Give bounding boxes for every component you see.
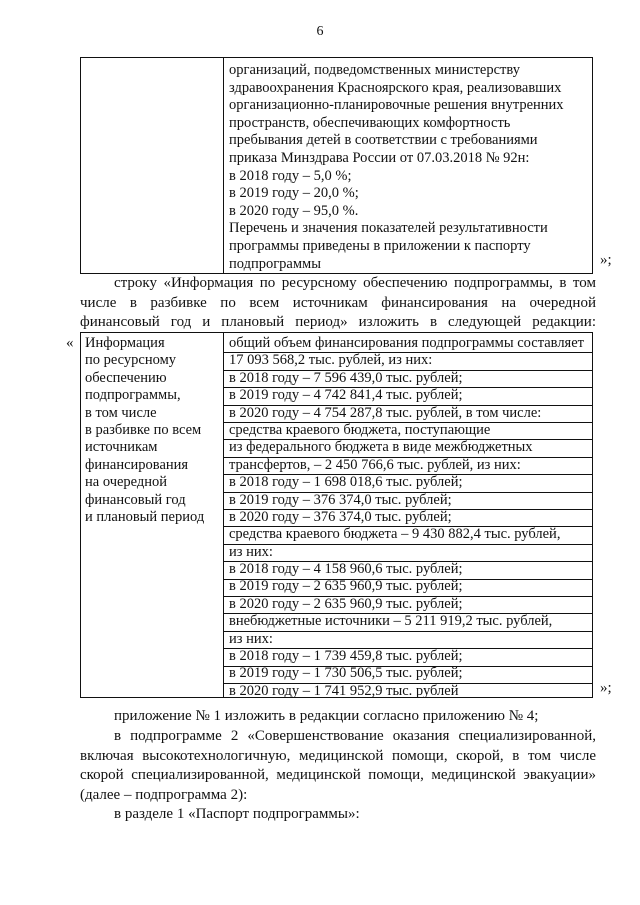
cell-line: приказа Минздрава России от 07.03.2018 № 92н: bbox=[229, 149, 530, 166]
table-row-divider bbox=[223, 631, 592, 632]
table-row-divider bbox=[223, 422, 592, 423]
cell-line: средства краевого бюджета, поступающие bbox=[229, 421, 491, 438]
table-row-divider bbox=[223, 370, 592, 371]
table-continuation bbox=[80, 57, 593, 274]
table-row-divider bbox=[223, 683, 592, 684]
cell-line: в 2020 году – 1 741 952,9 тыс. рублей bbox=[229, 682, 459, 699]
cell-line: в 2018 году – 1 739 459,8 тыс. рублей; bbox=[229, 648, 463, 665]
table-row-divider bbox=[223, 457, 592, 458]
cell-line: по ресурсному bbox=[85, 352, 177, 369]
cell-line: организаций, подведомственных министерству bbox=[229, 62, 520, 78]
cell-line: в 2019 году – 1 730 506,5 тыс. рублей; bbox=[229, 665, 463, 682]
table-column-divider bbox=[223, 58, 224, 273]
cell-line: подпрограммы bbox=[229, 255, 321, 272]
cell-line: в 2020 году – 4 754 287,8 тыс. рублей, в том числе: bbox=[229, 404, 542, 421]
cell-line: в разбивке по всем bbox=[85, 421, 202, 438]
cell-line: средства краевого бюджета – 9 430 882,4 тыс. рублей, bbox=[229, 526, 561, 543]
cell-line: из них: bbox=[229, 543, 273, 560]
paragraph-subprogram-2 bbox=[80, 727, 596, 805]
cell-line: Информация bbox=[85, 335, 165, 351]
cell-line: в 2018 году – 5,0 %; bbox=[229, 167, 352, 184]
cell-line: здравоохранения Красноярского края, реализовавших bbox=[229, 79, 562, 96]
cell-line: пребывания детей в соответствии с требованиями bbox=[229, 132, 538, 149]
paragraph-section-1: в разделе 1 «Паспорт подпрограммы»: bbox=[114, 806, 360, 822]
table-row-divider bbox=[223, 561, 592, 562]
cell-line: и плановый период bbox=[85, 508, 205, 525]
cell-line: в 2020 году – 2 635 960,9 тыс. рублей; bbox=[229, 595, 463, 612]
cell-line: в 2019 году – 20,0 %; bbox=[229, 185, 359, 202]
cell-line: организационно-планировочные решения внутренних bbox=[229, 97, 564, 114]
cell-line: на очередной bbox=[85, 474, 168, 491]
opening-quote: « bbox=[66, 335, 74, 351]
table-row-divider bbox=[223, 648, 592, 649]
table-row-divider bbox=[223, 492, 592, 493]
cell-line: финансовый год bbox=[85, 491, 186, 508]
cell-line: из федерального бюджета в виде межбюджетных bbox=[229, 439, 533, 456]
table-right-cell bbox=[229, 335, 584, 700]
cell-line: общий объем финансирования подпрограммы составляет bbox=[229, 335, 584, 351]
cell-line: обеспечению bbox=[85, 369, 167, 386]
table-row-divider bbox=[223, 474, 592, 475]
table-row-divider bbox=[223, 387, 592, 388]
table-left-cell bbox=[85, 335, 204, 526]
page-number: 6 bbox=[316, 24, 324, 39]
cell-line: в 2018 году – 1 698 018,6 тыс. рублей; bbox=[229, 474, 463, 491]
cell-line: пространств, обеспечивающих комфортность bbox=[229, 114, 511, 131]
cell-line: в 2020 году – 95,0 %. bbox=[229, 202, 359, 219]
closing-quote: »; bbox=[600, 252, 612, 268]
paragraph-resource-info bbox=[80, 274, 596, 333]
cell-line: в том числе bbox=[85, 404, 157, 421]
cell-line: в 2018 году – 4 158 960,6 тыс. рублей; bbox=[229, 561, 463, 578]
cell-line: внебюджетные источники – 5 211 919,2 тыс. рублей, bbox=[229, 613, 553, 630]
table-row-divider bbox=[223, 544, 592, 545]
cell-line: в 2019 году – 2 635 960,9 тыс. рублей; bbox=[229, 578, 463, 595]
table-resource-info bbox=[80, 332, 593, 698]
paragraph-text: в подпрограмме 2 «Совершенствование оказания специализированной, включая высокотехнологичную, медицинской помощи, скорой, в том числе скорой специализированной, медицинской помощи, медицинской эвакуации» (далее – подпрограмма 2): bbox=[80, 728, 596, 803]
table-row-divider bbox=[223, 526, 592, 527]
table-row-divider bbox=[223, 666, 592, 667]
table-row-divider bbox=[223, 509, 592, 510]
cell-line: Перечень и значения показателей результативности bbox=[229, 220, 548, 237]
cell-line: источникам bbox=[85, 439, 158, 456]
table-row-divider bbox=[223, 579, 592, 580]
table-row-divider bbox=[223, 596, 592, 597]
cell-line: из них: bbox=[229, 630, 273, 647]
cell-line: финансирования bbox=[85, 456, 189, 473]
paragraph-appendix: приложение № 1 изложить в редакции согласно приложению № 4; bbox=[114, 708, 539, 724]
table-row-divider bbox=[223, 439, 592, 440]
table-row-divider bbox=[223, 613, 592, 614]
cell-line: в 2018 году – 7 596 439,0 тыс. рублей; bbox=[229, 369, 463, 386]
cell-line: трансфертов, – 2 450 766,6 тыс. рублей, из них: bbox=[229, 456, 521, 473]
closing-quote: »; bbox=[600, 680, 612, 696]
cell-line: в 2019 году – 376 374,0 тыс. рублей; bbox=[229, 491, 452, 508]
table-row-divider bbox=[223, 352, 592, 353]
cell-line: в 2020 году – 376 374,0 тыс. рублей; bbox=[229, 508, 452, 525]
cell-line: в 2019 году – 4 742 841,4 тыс. рублей; bbox=[229, 387, 463, 404]
table-row-divider bbox=[223, 405, 592, 406]
cell-line: 17 093 568,2 тыс. рублей, из них: bbox=[229, 352, 433, 369]
table-right-cell bbox=[229, 62, 564, 273]
paragraph-text: строку «Информация по ресурсному обеспечению подпрограммы, в том числе в разбивке по всем источникам финансирования на очередной финансовый год и плановый период» изложить в следующей редакции: bbox=[80, 275, 596, 330]
cell-line: программы приведены в приложении к паспорту bbox=[229, 237, 531, 254]
cell-line: подпрограммы, bbox=[85, 387, 181, 404]
